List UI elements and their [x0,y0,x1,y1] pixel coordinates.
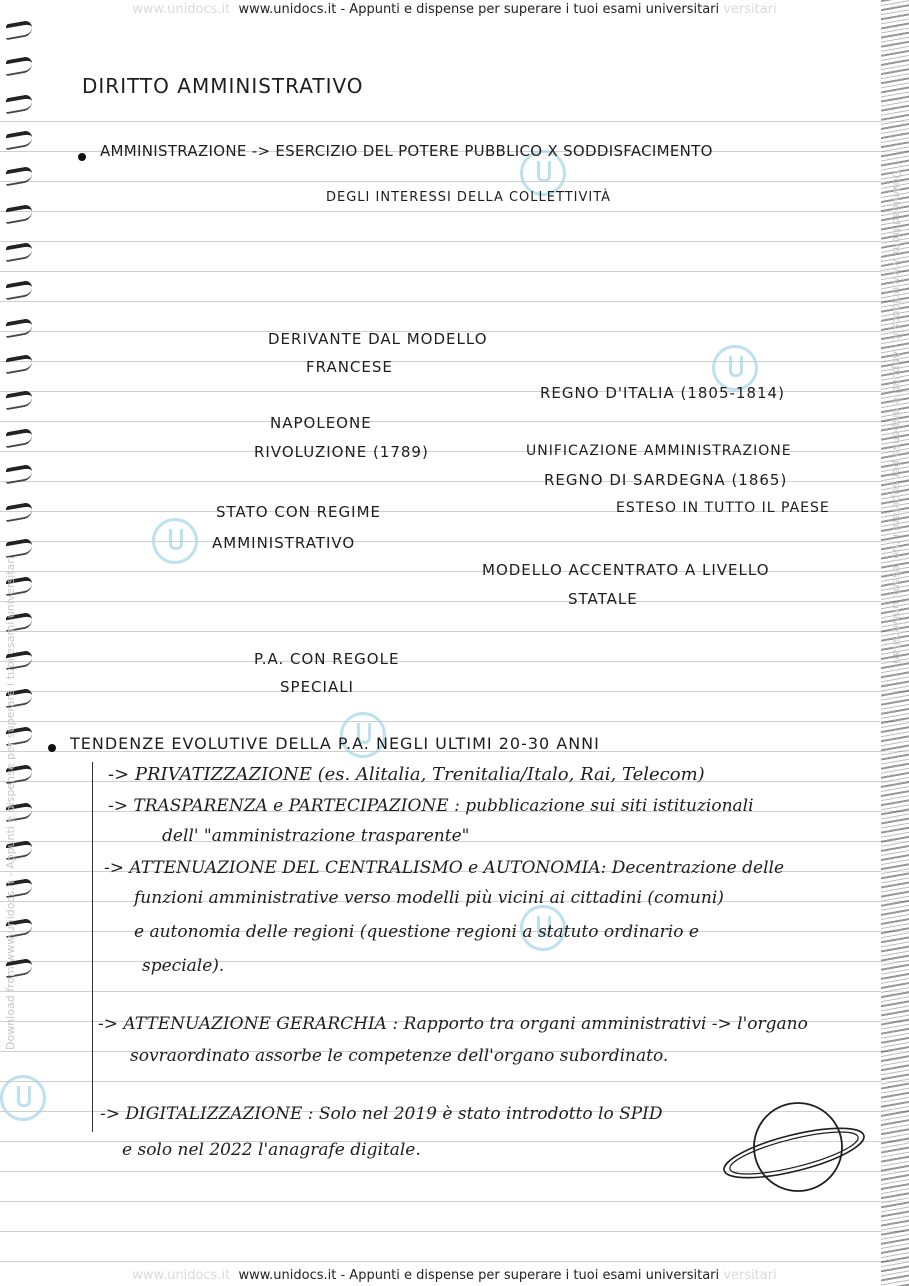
watermark-top: www.unidocs.it www.unidocs.it - Appunti e dispense per superare i tuoi esami universitari versitari [132,2,777,17]
unidocs-logo-icon [152,518,198,564]
bullet-icon [78,153,86,161]
tendenze-item-digitalizzazione-cont: e solo nel 2022 l'anagrafe digitale. [122,1140,421,1160]
scheme-text: ESTESO IN TUTTO IL PAESE [616,500,830,516]
tendenze-item-gerarchia-cont: sovraordinato assorbe le competenze dell'organo subordinato. [130,1046,669,1066]
watermark-bottom: www.unidocs.it www.unidocs.it - Appunti e dispense per superare i tuoi esami universitari versitari [132,1268,777,1283]
definition-line-2: DEGLI INTERESSI DELLA COLLETTIVITÀ [326,190,612,205]
scheme-text: STATO CON REGIME [216,503,381,521]
definition-line-1: AMMINISTRAZIONE -> ESERCIZIO DEL POTERE PUBBLICO X SODDISFACIMENTO [100,142,713,160]
planet-doodle-icon [718,1097,868,1202]
scheme-text: REGNO D'ITALIA (1805-1814) [540,384,785,402]
tendenze-item-privatizzazione: -> PRIVATIZZAZIONE (es. Alitalia, Trenitalia/Italo, Rai, Telecom) [108,764,705,785]
tendenze-item-centralismo: -> ATTENUAZIONE DEL CENTRALISMO e AUTONOMIA: Decentrazione delle [104,858,785,878]
scheme-text: RIVOLUZIONE (1789) [254,443,429,461]
unidocs-logo-icon [0,1075,46,1121]
tendenze-item-digitalizzazione: -> DIGITALIZZAZIONE : Solo nel 2019 è stato introdotto lo SPID [100,1104,663,1124]
scheme-text: NAPOLEONE [270,414,372,432]
scheme-text: MODELLO ACCENTRATO A LIVELLO [482,561,770,579]
watermark-side-right: Download from www.unidocs.it - Appunti e dispense per superare i tuoi esami universitari [890,170,903,664]
scheme-text: AMMINISTRATIVO [212,534,356,552]
tendenze-item-centralismo-cont: e autonomia delle regioni (questione regioni a statuto ordinario e [134,922,699,942]
bracket-line [92,762,93,1132]
watermark-side-left: Download from www.unidocs.it - Appunti e dispense per superare i tuoi esami universitari [4,556,17,1050]
scheme-text: P.A. CON REGOLE [254,650,400,668]
scheme-text: STATALE [568,590,638,608]
scheme-text: DERIVANTE DAL MODELLO [268,330,488,348]
scheme-text: UNIFICAZIONE AMMINISTRAZIONE [526,443,792,459]
scheme-text: SPECIALI [280,678,354,696]
tendenze-heading: TENDENZE EVOLUTIVE DELLA P.A. NEGLI ULTIMI 20-30 ANNI [70,734,600,753]
tendenze-item-centralismo-cont: funzioni amministrative verso modelli più vicini ai cittadini (comuni) [134,888,724,908]
tendenze-item-centralismo-cont: speciale). [142,956,225,976]
page-title: DIRITTO AMMINISTRATIVO [82,74,364,98]
bullet-icon [48,744,56,752]
tendenze-item-trasparenza: -> TRASPARENZA e PARTECIPAZIONE : pubblicazione sui siti istituzionali [108,796,754,816]
scheme-text: REGNO DI SARDEGNA (1865) [544,471,788,489]
tendenze-item-gerarchia: -> ATTENUAZIONE GERARCHIA : Rapporto tra organi amministrativi -> l'organo [98,1014,808,1034]
tendenze-item-trasparenza-cont: dell' "amministrazione trasparente" [162,826,470,846]
scheme-text: FRANCESE [306,358,393,376]
